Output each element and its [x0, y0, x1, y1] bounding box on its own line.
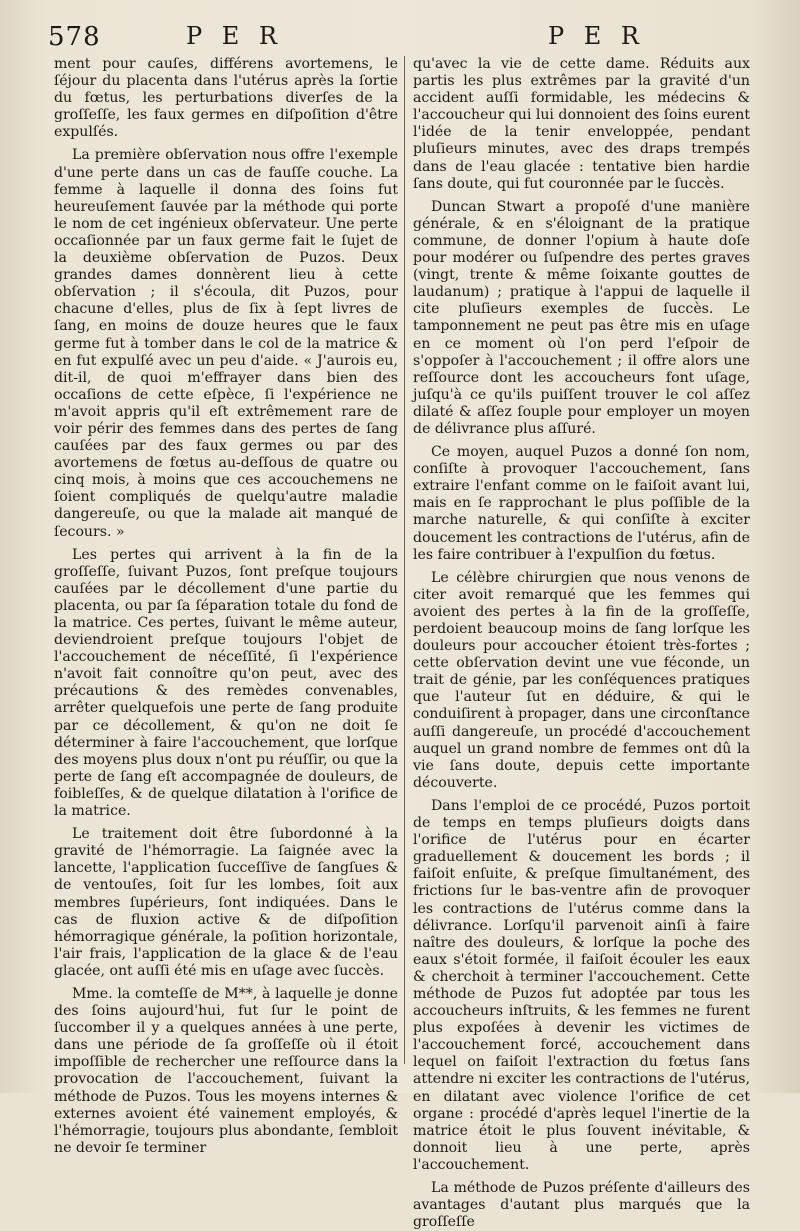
paragraph: Dans l'emploi de ce procédé, Puzos portoit de temps en temps pluſieurs doigts dans l'orifice de l'utérus pour en écarter graduellement & doucement les bords ; il faiſoit enſuite, & preſque ſimultanément, des frictions ſur le bas-ventre afin de provoquer les contractions de l'utérus comme dans la délivrance. Lorſqu'il parvenoit ainſi à faire naître des douleurs, & lorſque la poche des eaux s'étoit formée, il faiſoit écouler les eaux & cherchoit à terminer l'accouchement. Cette méthode de Puzos fut adoptée par tous les accoucheurs inſtruits, & les femmes ne furent plus expoſées à devenir les victimes de l'accouchement forcé, accouchement dans lequel on faiſoit l'extraction du fœtus ſans attendre ni exciter les contractions de l'utérus, en dilatant avec violence l'orifice de cet organe : procédé d'après lequel l'inertie de la matrice étoit le plus ſouvent inévitable, & donnoit lieu à une perte, après l'accouchement.: [413, 797, 750, 1173]
paragraph: qu'avec la vie de cette dame. Réduits aux partis les plus extrêmes par la gravité d'un accident auſſi formidable, les médecins & l'accoucheur qui lui donnoient des ſoins eurent l'idée de la tenir enveloppée, pendant pluſieurs minutes, avec des draps trempés dans de l'eau glacée : tentative bien hardie ſans doute, qui fut couronnée par le ſuccès.: [413, 56, 750, 192]
running-head-right: P E R: [548, 22, 645, 50]
page-header: [0, 0, 800, 56]
paragraph: ment pour cauſes, différens avortemens, le ſéjour du placenta dans l'utérus après la ſortie du fœtus, les perturbations diverſes de la groſſeſſe, les faux germes en diſpoſition d'être expulſés.: [54, 56, 398, 141]
page-number: 578: [48, 22, 101, 52]
paragraph: Les pertes qui arrivent à la fin de la groſſeſſe, ſuivant Puzos, ſont preſque toujours cauſées par le décollement d'une partie du placenta, ou par ſa ſéparation totale du fond de la matrice. Ces pertes, ſuivant le même auteur, deviendroient preſque toujours l'objet de l'accouchement de néceſſité, ſi l'expérience n'avoit fait connoître qu'on peut, avec des précautions & des remèdes convenables, arrêter quelquefois une perte de ſang produite par ce décollement, & qu'on ne doit ſe déterminer à faire l'accouchement, que lorſque des moyens plus doux n'ont pu réuſſir, ou que la perte de ſang eſt accompagnée de douleurs, de foibleſſes, & de quelque dilatation à l'orifice de la matrice.: [54, 546, 398, 820]
left-column: [54, 56, 398, 1157]
paragraph: La méthode de Puzos préſente d'ailleurs des avantages d'autant plus marqués que la groſſeſſe: [413, 1180, 750, 1231]
paragraph: Le célèbre chirurgien que nous venons de citer avoit remarqué que les femmes qui avoient des pertes à la fin de la groſſeſſe, perdoient beaucoup moins de ſang lorſque les douleurs pour accoucher étoient très-fortes ; cette obſervation devint une vue féconde, un trait de génie, par les conſéquences pratiques que l'auteur ſut en déduire, & qui le conduiſirent à propager, dans une circonſtance auſſi dangereuſe, un procédé d'accouchement auquel un grand nombre de femmes ont dû la vie ſans doute, depuis cette importante découverte.: [413, 569, 750, 791]
paragraph: Mme. la comteſſe de M**, à laquelle je donne des ſoins aujourd'hui, fut ſur le point de ſuccomber il y a quelques années à une perte, dans une période de ſa groſſeſſe où il étoit impoſſible de rechercher une reſſource dans la provocation de l'accouchement, ſuivant la méthode de Puzos. Tous les moyens internes & externes avoient été vainement employés, & l'hémorragie, toujours plus abondante, ſembloit ne devoir ſe terminer: [54, 985, 398, 1156]
paragraph: La première obſervation nous offre l'exemple d'une perte dans un cas de fauſſe couche. La femme à laquelle il donna des ſoins fut heureuſement ſauvée par la méthode qui porte le nom de cet ingénieux obſervateur. Une perte occaſionnée par un faux germe fait le ſujet de la deuxième obſervation de Puzos. Deux grandes dames donnèrent lieu à cette obſervation ; il s'écoula, dit Puzos, pour chacune d'elles, plus de ſix à ſept livres de ſang, en moins de douze heures que le faux germe fut à tomber dans le col de la matrice & en fut expulſé avec un peu d'aide. « J'aurois eu, dit-il, de quoi m'effrayer dans bien des occaſions de cette eſpèce, ſi l'expérience ne m'avoit appris qu'il eſt extrêmement rare de voir périr des femmes dans des pertes de ſang cauſées par des faux germes ou par des avortemens de fœtus au-deſſous de quatre ou cinq mois, à moins que ces accouchemens ne ſoient compliqués de quelqu'autre maladie dangereuſe, ou que la malade ait manqué de ſecours. »: [54, 147, 398, 540]
running-head-left: P E R: [186, 22, 283, 50]
paragraph: Le traitement doit être ſubordonné à la gravité de l'hémorragie. La ſaignée avec la lancette, l'application ſucceſſive de ſangſues & de ventouſes, ſoit ſur les lombes, ſoit aux membres ſupérieurs, ſont indiquées. Dans le cas de fluxion active & de diſpoſition hémorragique générale, la poſition horizontale, l'air frais, l'application de la glace & de l'eau glacée, ont auſſi été mis en uſage avec ſuccès.: [54, 826, 398, 979]
column-divider: [404, 56, 405, 1064]
right-column: [413, 56, 750, 1231]
paragraph: Ce moyen, auquel Puzos a donné ſon nom, conſiſte à provoquer l'accouchement, ſans extraire l'enfant comme on le faiſoit avant lui, mais en ſe rapprochant le plus poſſible de la marche naturelle, & qui conſiſte à exciter doucement les contractions de l'utérus, afin de les faire contribuer à l'expulſion du fœtus.: [413, 444, 750, 563]
paragraph: Duncan Stwart a propoſé d'une manière générale, & en s'éloignant de la pratique commune, de donner l'opium à haute doſe pour modérer ou ſuſpendre des pertes graves (vingt, trente & même ſoixante gouttes de laudanum) ; pratique à l'appui de laquelle il cite pluſieurs exemples de ſuccès. Le tamponnement ne peut pas être mis en uſage en ce moment où l'on perd l'eſpoir de s'oppoſer à l'accouchement ; il offre alors une reſſource dont les accoucheurs font uſage, juſqu'à ce qu'ils puiſſent trouver le col aſſez dilaté & aſſez ſouple pour employer un moyen de délivrance plus aſſuré.: [413, 198, 750, 437]
